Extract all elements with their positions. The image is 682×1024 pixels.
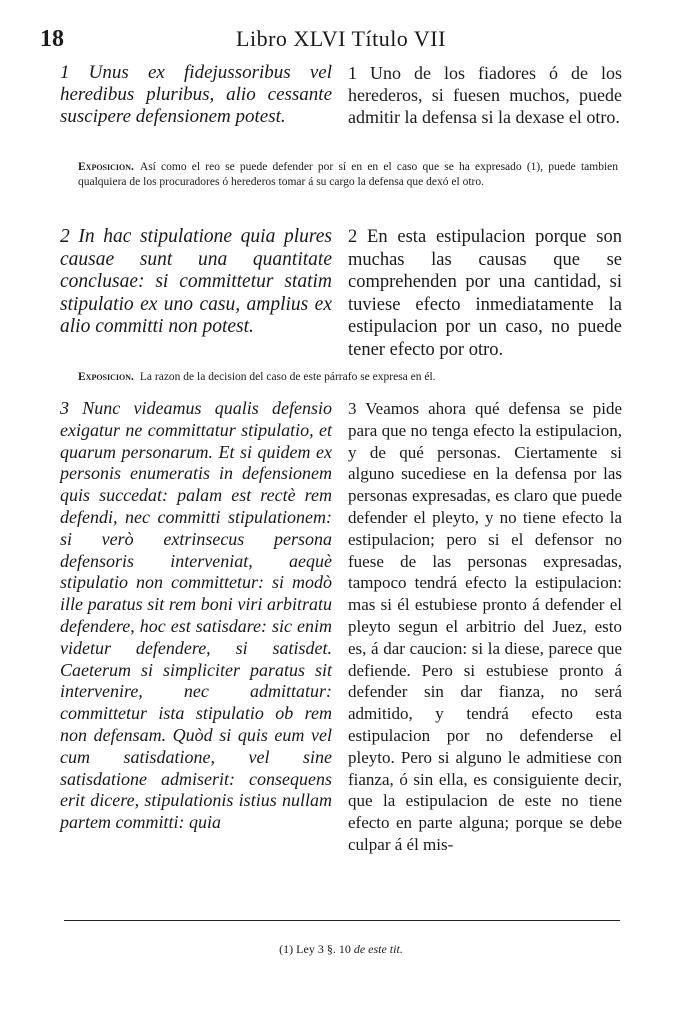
- exposicion-label: Exposicion.: [78, 371, 134, 383]
- spanish-text-1: 1 Uno de los fiadores ó de los herederos, si fuesen muchos, puede admitir la defensa si la dexase el otro.: [348, 63, 622, 127]
- footnote: [0, 942, 682, 957]
- spanish-text-2: 2 En esta estipulacion porque son muchas las causas que se comprehenden por una cantidad, si tuviese efecto inmediatamente la estipulacion por un caso, no puede tener efecto por otro.: [348, 227, 622, 360]
- exposicion-label: Exposicion.: [78, 161, 134, 173]
- footnote-text: Ley 3 §. 10: [296, 942, 351, 956]
- footnote-italic: de este tit.: [353, 942, 403, 956]
- latin-text-2: 2 In hac stipulatione quia plures causae sunt una quantitate conclusae: si committetur statim stipulatio ex uno casu, amplius ex alio committi non potest.: [60, 226, 332, 338]
- page-number: 18: [40, 26, 64, 52]
- footnote-divider: [64, 920, 620, 921]
- running-title: Libro XLVI Título VII: [236, 26, 446, 51]
- latin-text-1: 1 Unus ex fidejussoribus vel heredibus pluribus, alio cessante suscipere defensionem potest.: [60, 62, 332, 127]
- exposicion-text: Así como el reo se puede defender por sí en en el caso que se ha expresado (1), puede tambien qualquiera de los procuradores ó herederos tomar á su cargo la defensa que dexó el otro.: [78, 161, 618, 188]
- footnote-marker: (1): [279, 942, 294, 956]
- spanish-text-3: 3 Veamos ahora qué defensa se pide para que no tenga efecto la estipulacion, y de qué personas. Ciertamente si alguno sucediese en la defensa por las personas expresadas, es claro que puede defender el pleyto, y no tiene efecto la estipulacion; pero si el defensor no fuese de las personas expresadas, tampoco tendrá efecto la estipulacion: mas si él estubiese pronto á defender el pleyto segun el arbitrio del Juez, esto es, á dar caucion: si la diese, parece que defiende. Pero si estubiese pronto á defender sin dar fianza, no será admitido, y tendrá efecto esta estipulacion por no defenderse el pleyto. Pero si alguno le admitiese con fianza, ó sin ella, es consiguiente decir, que la estipulacion de este no tiene efecto en parte alguna; porque se debe culpar á él mis-: [348, 399, 622, 854]
- page-header: [0, 26, 682, 58]
- exposicion-2: [78, 370, 618, 385]
- exposicion-1: [78, 160, 618, 190]
- exposicion-text: La razon de la decision del caso de este párrafo se expresa en él.: [139, 371, 436, 383]
- latin-text-3: 3 Nunc videamus qualis defensio exigatur ne committatur stipulatio, et quarum personarum. Et si quidem ex personis enumeratis in defensionem quis succedat: palam est rectè rem defendi, nec committi stipulationem: si verò extrinsecus persona defensoris interveniat, aequè stipulatio non committetur: si modò ille paratus sit rem boni viri arbitratu defendere, hoc est satisdare: sic enim videtur defendere, si satisdet. Caeterum si simpliciter paratus sit intervenire, nec admittatur: committetur ista stipulatio ob rem non defensam. Quòd si quis eum vel cum satisdatione, vel sine satisdatione admiserit: consequens erit dicere, stipulationis istius nullam partem committi: quia: [60, 398, 332, 833]
